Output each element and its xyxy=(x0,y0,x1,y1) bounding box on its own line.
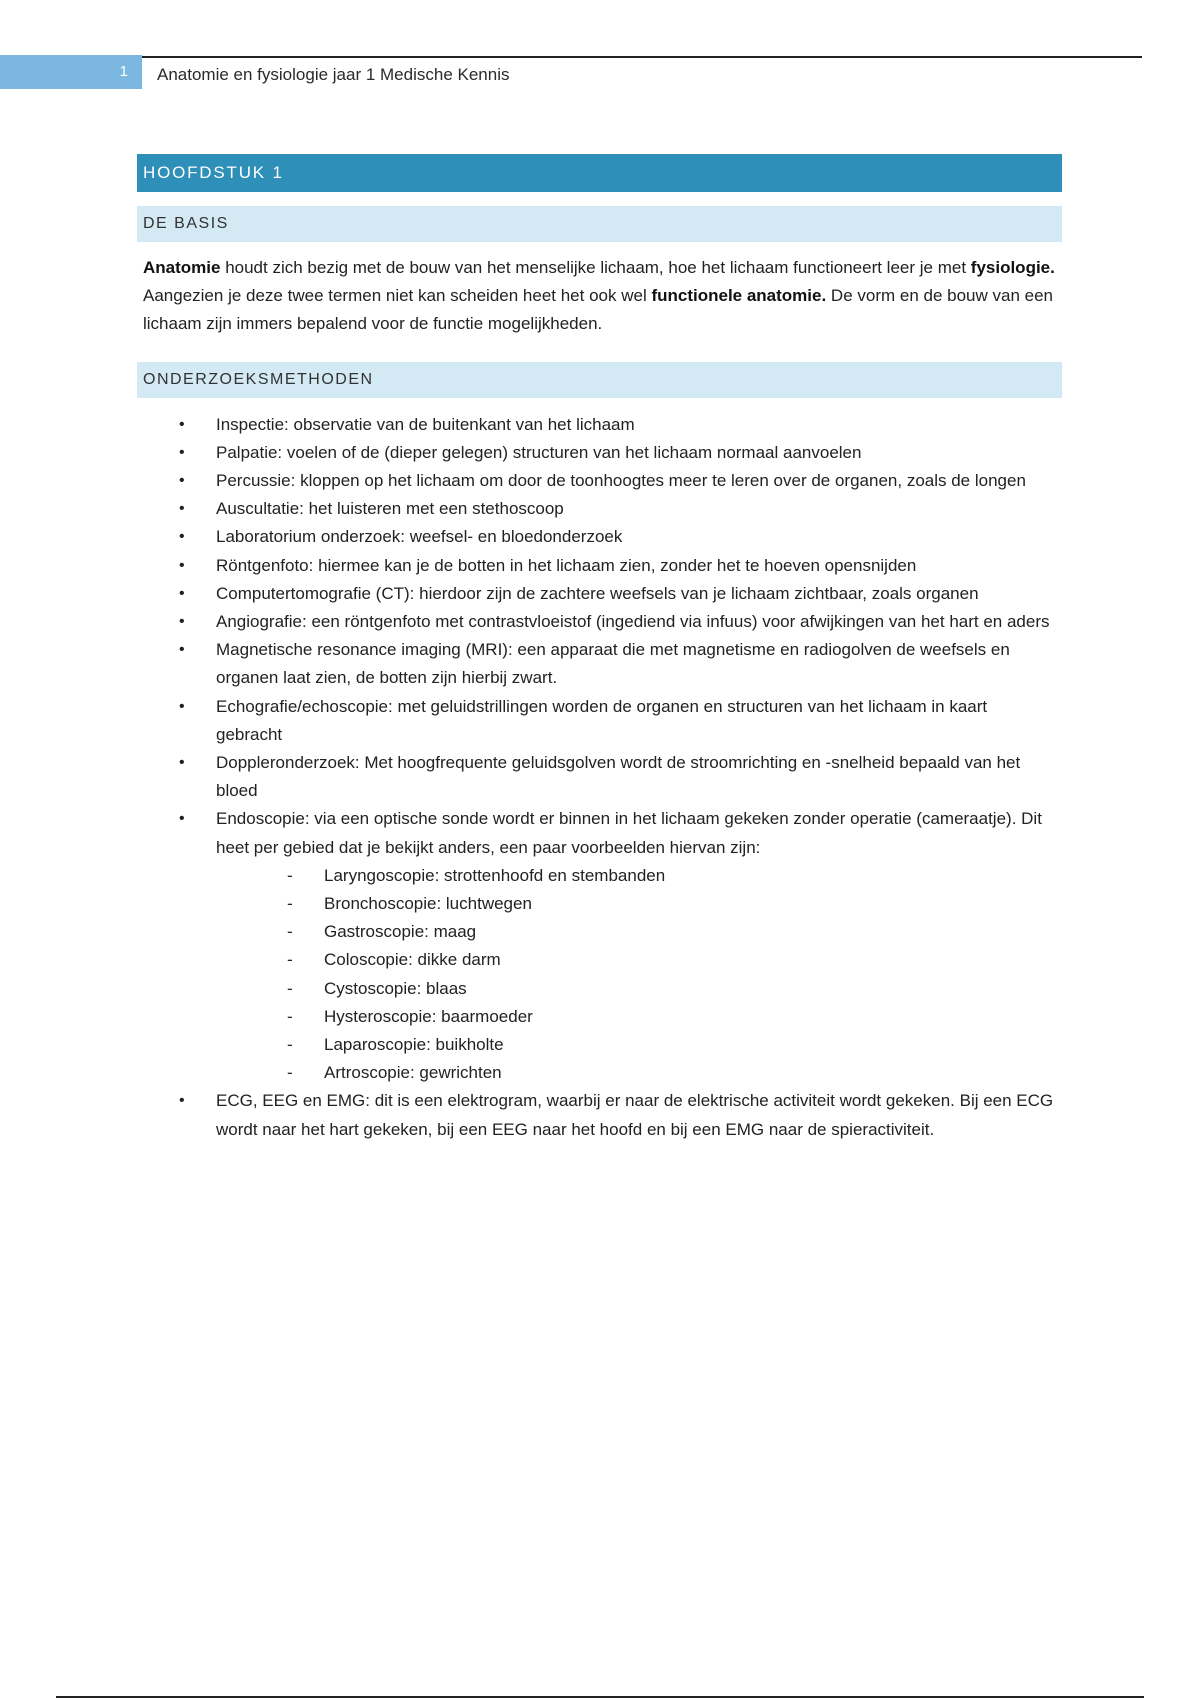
list-item xyxy=(137,495,1062,523)
page-number: 1 xyxy=(0,55,142,89)
sublist-item-text: Cystoscopie: blaas xyxy=(324,978,467,998)
bullet-icon: • xyxy=(179,443,185,461)
bullet-icon: • xyxy=(179,754,185,772)
list-item xyxy=(137,467,1062,495)
list-item-text: ECG, EEG en EMG: dit is een elektrogram, waarbij er naar de elektrische activiteit wordt gekeken. Bij een ECG wordt naar het hart gekeken, bij een EEG naar het hoofd en bij een EMG naar de spieractiviteit. xyxy=(216,1091,1054,1139)
sublist-item-text: Gastroscopie: maag xyxy=(324,922,477,942)
bullet-icon: • xyxy=(179,500,185,518)
footer-rule xyxy=(56,1696,1144,1698)
section-heading-onderzoeksmethoden: ONDERZOEKSMETHODEN xyxy=(137,362,1062,398)
list-item-text: Röntgenfoto: hiermee kan je de botten in het lichaam zien, zonder het te hoeven opensnijden xyxy=(216,555,917,575)
sublist-item xyxy=(137,1003,1054,1031)
dash-icon: - xyxy=(287,922,293,942)
list-item-text: Auscultatie: het luisteren met een stethoscoop xyxy=(216,499,564,519)
basis-paragraph xyxy=(137,254,1062,339)
paragraph-text-3: De vorm en de bouw van een lichaam zijn immers bepalend voor de functie mogelijkheden. xyxy=(143,286,1054,334)
chapter-heading: HOOFDSTUK 1 xyxy=(137,154,1062,192)
list-item xyxy=(137,552,1062,580)
sublist-item-text: Bronchoscopie: luchtwegen xyxy=(324,894,532,914)
list-item xyxy=(137,608,1062,636)
list-item-text: Percussie: kloppen op het lichaam om door de toonhoogtes meer te leren over de organen, zoals de longen xyxy=(216,471,1026,491)
list-item-text: Angiografie: een röntgenfoto met contrastvloeistof (ingediend via infuus) voor afwijkingen van het hart en aders xyxy=(216,612,1050,632)
section-heading-de-basis: DE BASIS xyxy=(137,206,1062,242)
bullet-icon: • xyxy=(179,1092,185,1110)
paragraph-text-1: houdt zich bezig met de bouw van het menselijke lichaam, hoe het lichaam functioneert leer je met xyxy=(220,258,971,277)
dash-icon: - xyxy=(287,1063,293,1083)
dash-icon: - xyxy=(287,894,293,914)
list-item xyxy=(137,1087,1062,1143)
dash-icon: - xyxy=(287,865,293,885)
list-item-text: Magnetische resonance imaging (MRI): een apparaat die met magnetisme en radiogolven de weefsels en organen laat zien, de botten zijn hierbij zwart. xyxy=(216,640,1010,688)
bullet-icon: • xyxy=(179,641,185,659)
sublist-item xyxy=(137,946,1054,974)
list-item-text: Doppleronderzoek: Met hoogfrequente geluidsgolven wordt de stroomrichting en -snelheid bepaald van het bloed xyxy=(216,753,1021,801)
list-item xyxy=(137,636,1062,692)
endoscopy-sublist xyxy=(216,862,1054,1088)
sublist-item xyxy=(137,1059,1054,1087)
sublist-item xyxy=(137,1031,1054,1059)
list-item xyxy=(137,749,1062,805)
bullet-icon: • xyxy=(179,415,185,433)
header-rule xyxy=(142,56,1142,58)
paragraph-text-2: Aangezien je deze twee termen niet kan scheiden heet het ook wel xyxy=(143,286,652,306)
methods-list xyxy=(137,411,1062,1144)
sublist-item xyxy=(137,975,1054,1003)
document-header-title: Anatomie en fysiologie jaar 1 Medische Kennis xyxy=(157,65,510,84)
list-item xyxy=(137,439,1062,467)
list-item xyxy=(137,580,1062,608)
list-item-text: Endoscopie: via een optische sonde wordt er binnen in het lichaam gekeken zonder operatie (cameraatje). Dit heet per gebied dat je bekijkt anders, een paar voorbeelden hiervan zijn: xyxy=(216,809,1042,857)
sublist-item-text: Hysteroscopie: baarmoeder xyxy=(324,1006,533,1026)
list-item-text: Computertomografie (CT): hierdoor zijn de zachtere weefsels van je lichaam zichtbaar, zoals organen xyxy=(216,583,979,603)
sublist-item xyxy=(137,918,1054,946)
list-item xyxy=(137,411,1062,439)
dash-icon: - xyxy=(287,1035,293,1055)
list-item-text: Echografie/echoscopie: met geluidstrillingen worden de organen en structuren van het lichaam in kaart gebracht xyxy=(216,696,988,744)
bullet-icon: • xyxy=(179,613,185,631)
sublist-item-text: Laryngoscopie: strottenhoofd en stembanden xyxy=(324,865,666,885)
sublist-item-text: Laparoscopie: buikholte xyxy=(324,1035,504,1055)
page-content xyxy=(137,154,1062,1144)
bullet-icon: • xyxy=(179,810,185,828)
list-item-text: Laboratorium onderzoek: weefsel- en bloedonderzoek xyxy=(216,527,623,547)
sublist-item-text: Coloscopie: dikke darm xyxy=(324,950,501,970)
term-fysiologie: fysiologie. xyxy=(970,258,1055,277)
dash-icon: - xyxy=(287,950,293,970)
list-item-endoscopie xyxy=(137,805,1062,1087)
term-functionele-anatomie: functionele anatomie. xyxy=(651,286,827,306)
bullet-icon: • xyxy=(179,472,185,490)
dash-icon: - xyxy=(287,1006,293,1026)
term-anatomie: Anatomie xyxy=(143,258,221,277)
bullet-icon: • xyxy=(179,528,185,546)
sublist-item xyxy=(137,862,1054,890)
bullet-icon: • xyxy=(179,697,185,715)
bullet-icon: • xyxy=(179,556,185,574)
bullet-icon: • xyxy=(179,584,185,602)
list-item-text: Inspectie: observatie van de buitenkant van het lichaam xyxy=(216,414,635,434)
dash-icon: - xyxy=(287,978,293,998)
list-item-text: Palpatie: voelen of de (dieper gelegen) structuren van het lichaam normaal aanvoelen xyxy=(216,442,862,462)
list-item xyxy=(137,693,1062,749)
sublist-item xyxy=(137,890,1054,918)
list-item xyxy=(137,523,1062,551)
sublist-item-text: Artroscopie: gewrichten xyxy=(324,1063,502,1083)
